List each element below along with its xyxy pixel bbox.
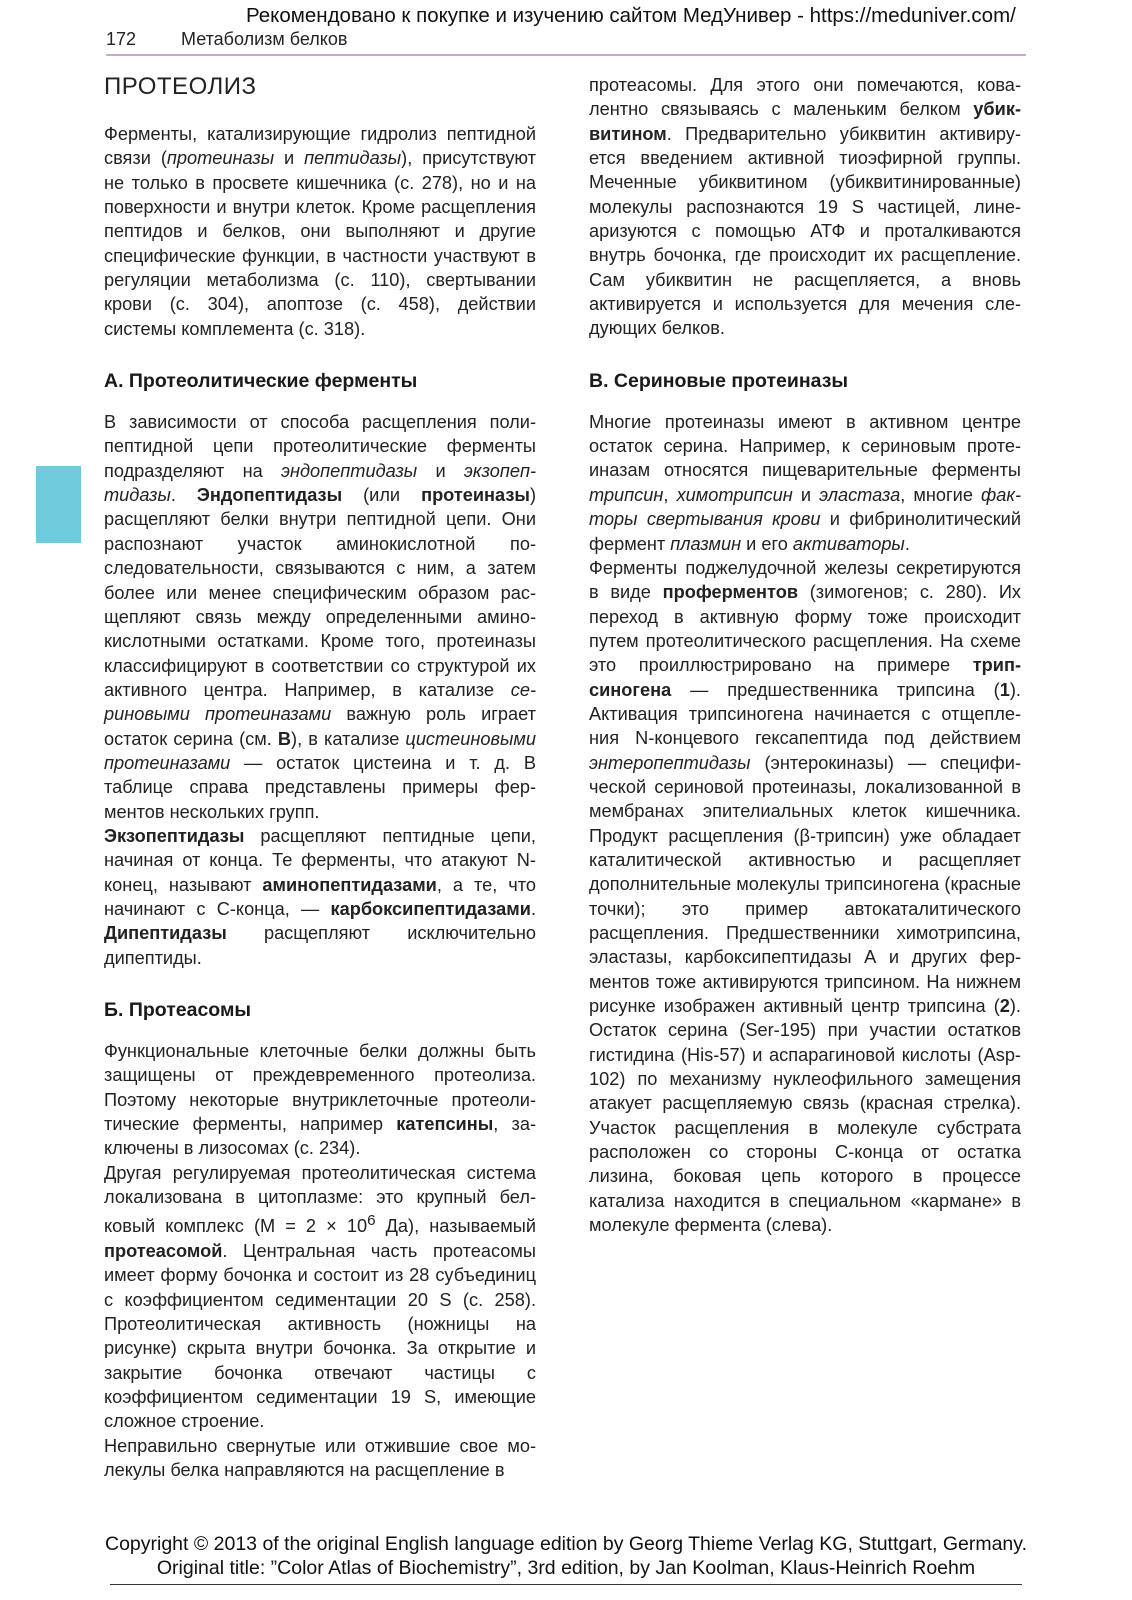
running-title: Метаболизм белков: [181, 29, 348, 49]
right-column: [589, 73, 1021, 1237]
watermark: Рекомендовано к покупке и изучению сайтом МедУнивер - https://meduniver.com/: [246, 4, 1016, 27]
section-b-heading: Б. Протеасомы: [104, 999, 252, 1021]
page-number: 172: [106, 29, 137, 49]
footer-rule: [110, 1584, 1022, 1585]
chapter-title: ПРОТЕОЛИЗ: [104, 73, 257, 100]
section-v-heading: В. Сериновые протеиназы: [589, 369, 849, 392]
section-a-paragraph: В зависимости от способа расщепления полипептидной цепи протеолитические ферменты подразделяют на эндопептидазы и экзопептидазы. Эндопептидазы (или протеиназы) расщепляют белки внутри пептидной цепи. Они распознают участок аминокислотной последовательности, связываются с ним, а затем более или менее специфическим образом расщепляют связь между определенными аминокислотными остатками. Кроме того, протеиназы классифицируют в соответствии со структурой их активного центра. Например, в катализе сериновыми протеиназами важную роль играет остаток серина (см. В), в катализе цистеиновыми протеиназами — остаток цистеина и т. д. В таблице справа представлены примеры ферментов нескольких групп.: [104, 412, 537, 822]
continuation-paragraph: протеасомы. Для этого они помечаются, ковалентно связываясь с маленьким белком убиквитином. Предварительно убиквитин активируется введением активной тиоэфирной группы. Меченные убиквитином (убиквитинированные) молекулы распознаются 19 S частицей, линеаризуются с помощью АТФ и проталкиваются внутрь бочонка, где происходит их расщепление. Сам убиквитин не расщепляется, а вновь активируется и используется для мечения следующих белков.: [589, 75, 1021, 339]
left-column: [104, 72, 536, 1482]
section-b-paragraph: Неправильно свернутые или отжившие свое молекулы белка направляются на расщепление в: [104, 1435, 536, 1480]
section-v-paragraph: Многие протеиназы имеют в активном центре остаток серина. Например, к сериновым протеиназам относятся пищеварительные ферменты трипсин, химотрипсин и эластаза, многие факторы свертывания крови и фибринолитический фермент плазмин и его активаторы.: [589, 411, 1022, 554]
copyright-line: Copyright © 2013 of the original English language edition by Georg Thieme Verlag KG, Stuttgart, Germany.: [104, 1533, 1027, 1555]
chapter-tab-marker: [36, 466, 81, 543]
page-header: [106, 28, 1026, 56]
section-a-paragraph: Экзопептидазы расщепляют пептидные цепи, начиная от конца. Те ферменты, что атакуют N-конец, называют аминопептидазами, а те, что начинают с С-конца, — карбоксипептидазами. Дипептидазы расщепляют исключительно дипептиды.: [104, 825, 536, 968]
copyright-footer: [0, 1532, 1132, 1580]
section-b-paragraph: Другая регулируемая протеолитическая система локализована в цитоплазме: это крупный белковый комплекс ($М = 2 \times 10^6$ Да), называемый протеасомой. Центральная часть протеасомы имеет форму бочонка и состоит из 28 субъединиц с коэффициентом седиментации 20 S (с. 258). Протеолитическая активность (ножницы на рисунке) скрыта внутри бочонка. За открытие и закрытие бочонка отвечают частицы с коэффициентом седиментации 19 S, имеющие сложное строение.: [104, 1162, 536, 1432]
section-a-heading: А. Протеолитические ферменты: [104, 370, 418, 393]
intro-paragraph: Ферменты, катализирующие гидролиз пептидной связи (протеиназы и пептидазы), присутствуют не только в просвете кишечника (с. 278), но и на поверхности и внутри клеток. Кроме расщепления пептидов и белков, они выполняют и другие специфические функции, в частности участвуют в регуляции метаболизма (с. 110), свертывании крови (с. 304), апоптозе (с. 458), действии системы комплемента (с. 318).: [104, 124, 536, 339]
section-v-paragraph: Ферменты поджелудочной железы секретируются в виде проферментов (зимогенов; с. 280). Их переход в активную форму тоже происходит путем протеолитического расщепления. На схеме это проиллюстрировано на примере трипсиногена — предшественника трипсина (1). Активация трипсиногена начинается с отщепления N-концевого гексапептида под действием энтеропептидазы (энтерокиназы) — специфической сериновой протеиназы, локализованной в мембранах эпителиальных клеток кишечника. Продукт расщепления (β-трипсин) уже обладает каталитической активностью и расщепляет дополнительные молекулы трипсиногена (красные точки); это пример автокаталитического расщепления. Предшественники химотрипсина, эластазы, карбоксипептидазы А и других ферментов тоже активируются трипсином. На нижнем рисунке изображен активный центр трипсина (2). Остаток серина (Ser-195) при участии остатков гистидина (His-57) и аспарагиновой кислоты (Asp-102) по механизму нуклеофильного замещения атакует расщепляемую связь (красная стрелка). Участок расщепления в молекуле субстрата расположен со стороны С-конца от остатка лизина, боковая цепь которого в процессе катализа находится в специальном «кармане» в молекуле фермента (слева).: [589, 557, 1021, 1236]
section-b-paragraph: Функциональные клеточные белки должны быть защищены от преждевременного протеолиза. Поэтому некоторые внутриклеточные протеолитические ферменты, например катепсины, заключены в лизосомах (с. 234).: [104, 1041, 536, 1159]
original-title-line: Original title: ”Color Atlas of Biochemistry”, 3rd edition, by Jan Koolman, Klaus-Heinrich Roehm: [156, 1557, 976, 1579]
